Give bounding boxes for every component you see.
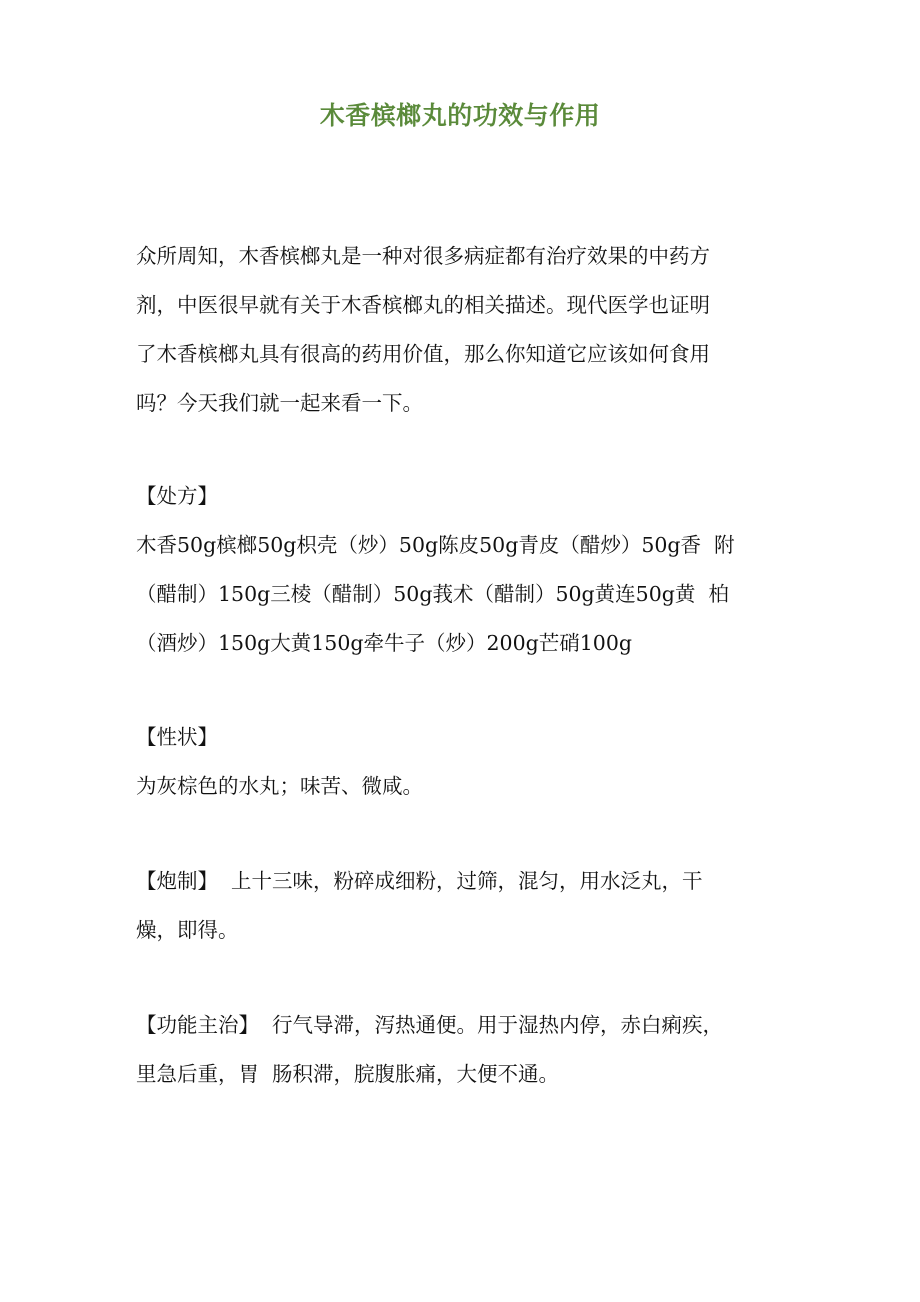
process-first-line: [136, 857, 786, 906]
section-heading-function: 【功能主治】: [136, 1013, 259, 1037]
section-formula: [136, 472, 786, 668]
section-heading-process: 【炮制】: [136, 869, 218, 893]
section-heading-property: 【性状】: [136, 725, 218, 749]
section-property: [136, 713, 786, 811]
intro-line: 剂，中医很早就有关于木香槟榔丸的相关描述。现代医学也证明: [136, 293, 710, 317]
formula-line: （酒炒）150g大黄150g牵牛子（炒）200g芒硝100g: [136, 631, 633, 655]
process-line: 燥，即得。: [136, 918, 239, 942]
function-line: 里急后重，胃 肠积滞，脘腹胀痛，大便不通。: [136, 1062, 560, 1086]
intro-line: 吗？今天我们就一起来看一下。: [136, 391, 423, 415]
document-title: 木香槟榔丸的功效与作用: [319, 101, 601, 130]
function-text: 行气导滞，泻热通便。用于湿热内停，赤白痢疾，: [259, 1013, 724, 1037]
formula-line: （醋制）150g三棱（醋制）50g莪术（醋制）50g黄连50g黄 柏: [136, 582, 729, 606]
intro-line: 了木香槟榔丸具有很高的药用价值，那么你知道它应该如何食用: [136, 342, 710, 366]
formula-line: 木香50g槟榔50g枳壳（炒）50g陈皮50g青皮（醋炒）50g香 附: [136, 533, 735, 557]
section-process: [136, 857, 786, 955]
function-first-line: [136, 1001, 786, 1050]
property-line: 为灰棕色的水丸；味苦、微咸。: [136, 774, 423, 798]
intro-line: 众所周知，木香槟榔丸是一种对很多病症都有治疗效果的中药方: [136, 244, 710, 268]
intro-paragraph: [136, 232, 786, 428]
process-text: 上十三味，粉碎成细粉，过筛，混匀，用水泛丸，干: [218, 869, 703, 893]
section-function: [136, 1001, 786, 1099]
section-heading-formula: 【处方】: [136, 484, 218, 508]
